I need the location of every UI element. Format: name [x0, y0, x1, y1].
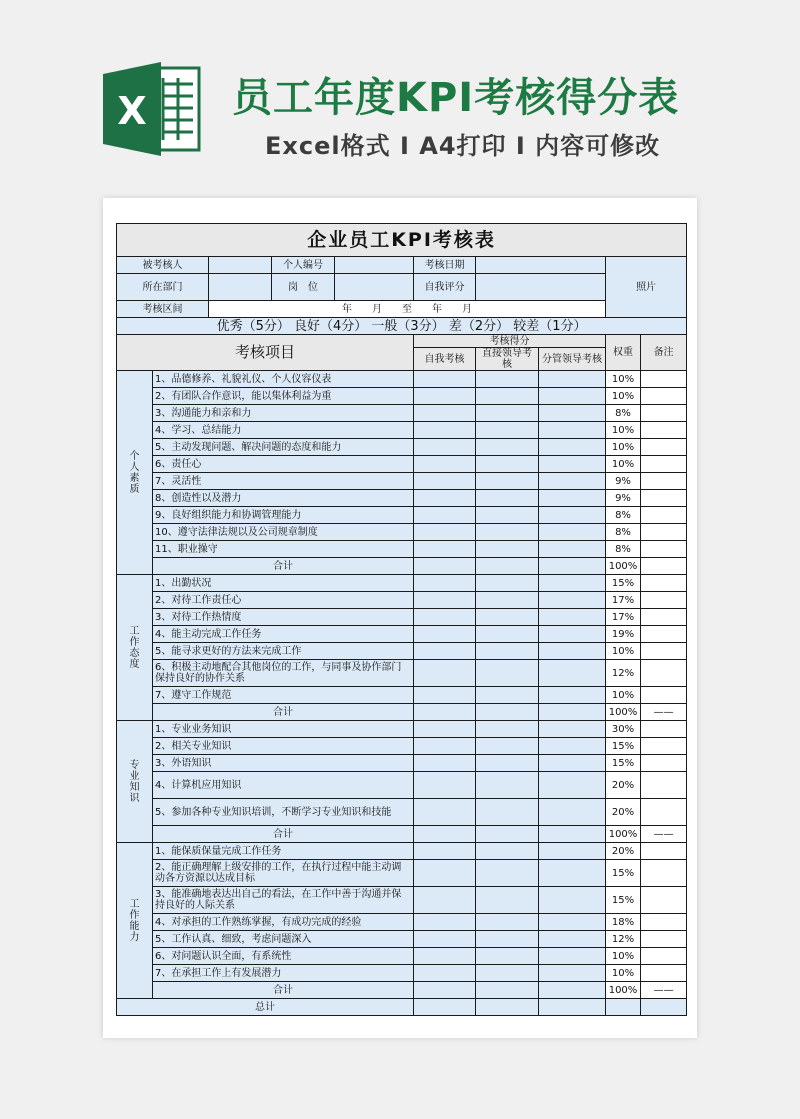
table-row [117, 965, 687, 982]
category-label [117, 575, 153, 721]
direct-score-cell[interactable] [476, 575, 539, 592]
manager-score-cell[interactable] [539, 439, 606, 456]
table-row [117, 931, 687, 948]
weight-cell: 10% [606, 439, 641, 456]
subtotal-label: 合计 [153, 982, 414, 999]
manager-score-cell[interactable] [539, 524, 606, 541]
manager-score-cell[interactable] [539, 473, 606, 490]
manager-score-cell[interactable] [539, 575, 606, 592]
manager-score-cell[interactable] [539, 643, 606, 660]
direct-subtotal-cell[interactable] [476, 704, 539, 721]
category-name: 工作能力 [129, 898, 140, 943]
note-cell[interactable] [641, 643, 687, 660]
self-score-label: 自我评分 [414, 274, 476, 301]
note-cell[interactable] [641, 626, 687, 643]
direct-score-cell[interactable] [476, 860, 539, 887]
manager-score-cell[interactable] [539, 860, 606, 887]
position-field[interactable] [335, 274, 414, 301]
direct-score-cell[interactable] [476, 799, 539, 826]
table-row [117, 860, 687, 887]
total-row [117, 999, 687, 1016]
table-row [117, 473, 687, 490]
item-text: 3、能准确地表达出自己的看法，在工作中善于沟通并保持良好的人际关系 [153, 887, 414, 914]
manager-score-cell[interactable] [539, 738, 606, 755]
manager-score-cell[interactable] [539, 914, 606, 931]
manager-score-cell[interactable] [539, 592, 606, 609]
weight-cell: 10% [606, 422, 641, 439]
table-row [117, 439, 687, 456]
excel-logo-icon [103, 62, 201, 156]
note-cell[interactable] [641, 843, 687, 860]
weight-cell: 19% [606, 626, 641, 643]
weight-cell: 8% [606, 405, 641, 422]
item-text: 5、工作认真、细致，考虑问题深入 [153, 931, 414, 948]
direct-score-cell[interactable] [476, 738, 539, 755]
manager-score-cell[interactable] [539, 371, 606, 388]
score-group-header: 考核得分 [414, 335, 606, 348]
manager-score-cell[interactable] [539, 687, 606, 704]
manager-total-cell[interactable] [539, 999, 606, 1016]
weight-cell: 20% [606, 799, 641, 826]
self-score-cell[interactable] [414, 843, 476, 860]
item-text: 1、出勤状况 [153, 575, 414, 592]
direct-score-cell[interactable] [476, 931, 539, 948]
banner-title: 员工年度KPI考核得分表 [232, 75, 680, 121]
item-text: 5、参加各种专业知识培训，不断学习专业知识和技能 [153, 799, 414, 826]
table-row [117, 626, 687, 643]
weight-cell: 30% [606, 721, 641, 738]
subtotal-note [641, 558, 687, 575]
subtotal-note: —— [641, 704, 687, 721]
item-text: 10、遵守法律法规以及公司规章制度 [153, 524, 414, 541]
table-row [117, 721, 687, 738]
direct-subtotal-cell[interactable] [476, 558, 539, 575]
manager-subtotal-cell[interactable] [539, 704, 606, 721]
note-cell[interactable] [641, 541, 687, 558]
weight-cell: 17% [606, 592, 641, 609]
note-cell[interactable] [641, 439, 687, 456]
subtotal-weight: 100% [606, 826, 641, 843]
note-cell[interactable] [641, 799, 687, 826]
period-label: 考核区间 [117, 301, 209, 318]
note-cell[interactable] [641, 609, 687, 626]
kpi-table [116, 223, 687, 1016]
table-row [117, 755, 687, 772]
item-text: 2、相关专业知识 [153, 738, 414, 755]
category-label [117, 721, 153, 843]
direct-score-cell[interactable] [476, 660, 539, 687]
subtotal-note: —— [641, 982, 687, 999]
note-cell[interactable] [641, 914, 687, 931]
note-cell[interactable] [641, 687, 687, 704]
direct-score-cell[interactable] [476, 843, 539, 860]
direct-score-cell[interactable] [476, 371, 539, 388]
self-score-cell[interactable] [414, 660, 476, 687]
table-row [117, 524, 687, 541]
table-row [117, 660, 687, 687]
dept-label: 所在部门 [117, 274, 209, 301]
item-text: 1、能保质保量完成工作任务 [153, 843, 414, 860]
table-row [117, 405, 687, 422]
item-text: 7、在承担工作上有发展潜力 [153, 965, 414, 982]
note-cell[interactable] [641, 507, 687, 524]
self-total-cell[interactable] [414, 999, 476, 1016]
emp-no-label: 个人编号 [272, 257, 335, 274]
item-text: 6、积极主动地配合其他岗位的工作，与同事及协作部门保持良好的协作关系 [153, 660, 414, 687]
item-text: 5、能寻求更好的方法来完成工作 [153, 643, 414, 660]
note-cell[interactable] [641, 490, 687, 507]
manager-score-cell[interactable] [539, 843, 606, 860]
direct-score-cell[interactable] [476, 948, 539, 965]
note-cell[interactable] [641, 948, 687, 965]
note-cell[interactable] [641, 524, 687, 541]
self-score-cell[interactable] [414, 799, 476, 826]
emp-no-field[interactable] [335, 257, 414, 274]
subtotal-label: 合计 [153, 558, 414, 575]
item-text: 11、职业操守 [153, 541, 414, 558]
direct-score-cell[interactable] [476, 439, 539, 456]
weight-cell: 9% [606, 473, 641, 490]
manager-subtotal-cell[interactable] [539, 982, 606, 999]
item-text: 4、计算机应用知识 [153, 772, 414, 799]
note-cell[interactable] [641, 456, 687, 473]
subtotal-weight: 100% [606, 704, 641, 721]
note-cell[interactable] [641, 931, 687, 948]
direct-score-cell[interactable] [476, 755, 539, 772]
weight-cell: 15% [606, 860, 641, 887]
item-text: 1、品德修养、礼貌礼仪、个人仪容仪表 [153, 371, 414, 388]
note-cell[interactable] [641, 422, 687, 439]
self-score-cell[interactable] [414, 643, 476, 660]
subtotal-label: 合计 [153, 704, 414, 721]
self-score-cell[interactable] [414, 948, 476, 965]
direct-total-cell[interactable] [476, 999, 539, 1016]
category-name: 个人素质 [129, 450, 140, 495]
self-score-cell[interactable] [414, 721, 476, 738]
weight-header: 权重 [606, 335, 641, 371]
weight-cell: 8% [606, 541, 641, 558]
note-cell[interactable] [641, 887, 687, 914]
direct-subtotal-cell[interactable] [476, 826, 539, 843]
manager-score-cell[interactable] [539, 626, 606, 643]
item-text: 9、良好组织能力和协调管理能力 [153, 507, 414, 524]
weight-total-cell[interactable] [606, 999, 641, 1016]
direct-score-cell[interactable] [476, 887, 539, 914]
manager-score-cell[interactable] [539, 541, 606, 558]
self-score-cell[interactable] [414, 860, 476, 887]
weight-cell: 10% [606, 388, 641, 405]
self-score-cell[interactable] [414, 541, 476, 558]
item-text: 6、责任心 [153, 456, 414, 473]
weight-cell: 12% [606, 660, 641, 687]
manager-score-cell[interactable] [539, 887, 606, 914]
item-text: 6、对问题认识全面，有系统性 [153, 948, 414, 965]
note-cell[interactable] [641, 575, 687, 592]
self-score-cell[interactable] [414, 887, 476, 914]
table-row [117, 843, 687, 860]
weight-cell: 17% [606, 609, 641, 626]
manager-score-cell[interactable] [539, 609, 606, 626]
self-assess-header: 自我考核 [414, 348, 476, 371]
note-cell[interactable] [641, 721, 687, 738]
manager-score-cell[interactable] [539, 799, 606, 826]
manager-score-cell[interactable] [539, 660, 606, 687]
photo-box[interactable]: 照片 [606, 257, 687, 318]
manager-score-cell[interactable] [539, 948, 606, 965]
self-score-field[interactable] [476, 274, 606, 301]
manager-score-cell[interactable] [539, 456, 606, 473]
self-subtotal-cell[interactable] [414, 558, 476, 575]
weight-cell: 15% [606, 755, 641, 772]
self-score-cell[interactable] [414, 422, 476, 439]
table-row [117, 371, 687, 388]
total-label: 总计 [117, 999, 414, 1016]
manager-score-cell[interactable] [539, 490, 606, 507]
item-text: 3、沟通能力和亲和力 [153, 405, 414, 422]
weight-cell: 8% [606, 524, 641, 541]
weight-cell: 10% [606, 965, 641, 982]
subtotal-row [117, 704, 687, 721]
table-row [117, 914, 687, 931]
manager-score-cell[interactable] [539, 405, 606, 422]
direct-score-cell[interactable] [476, 473, 539, 490]
weight-cell: 10% [606, 643, 641, 660]
note-cell[interactable] [641, 592, 687, 609]
direct-score-cell[interactable] [476, 541, 539, 558]
item-text: 3、对待工作热情度 [153, 609, 414, 626]
note-cell[interactable] [641, 388, 687, 405]
note-cell[interactable] [641, 660, 687, 687]
banner [0, 0, 800, 195]
self-score-cell[interactable] [414, 507, 476, 524]
table-row [117, 772, 687, 799]
self-subtotal-cell[interactable] [414, 704, 476, 721]
assessee-label: 被考核人 [117, 257, 209, 274]
manager-subtotal-cell[interactable] [539, 826, 606, 843]
sheet-paper [103, 198, 697, 1038]
subtotal-note: —— [641, 826, 687, 843]
manager-score-cell[interactable] [539, 507, 606, 524]
subtotal-label: 合计 [153, 826, 414, 843]
item-text: 2、有团队合作意识，能以集体利益为重 [153, 388, 414, 405]
note-cell[interactable] [641, 371, 687, 388]
direct-score-cell[interactable] [476, 524, 539, 541]
table-row [117, 388, 687, 405]
direct-score-cell[interactable] [476, 507, 539, 524]
direct-score-cell[interactable] [476, 592, 539, 609]
direct-score-cell[interactable] [476, 422, 539, 439]
dept-field[interactable] [209, 274, 272, 301]
direct-score-cell[interactable] [476, 388, 539, 405]
self-score-cell[interactable] [414, 592, 476, 609]
manager-score-cell[interactable] [539, 755, 606, 772]
item-text: 4、对承担的工作熟练掌握，有成功完成的经验 [153, 914, 414, 931]
note-header: 备注 [641, 335, 687, 371]
weight-cell: 15% [606, 738, 641, 755]
note-cell[interactable] [641, 965, 687, 982]
weight-cell: 10% [606, 456, 641, 473]
self-score-cell[interactable] [414, 575, 476, 592]
subtotal-weight: 100% [606, 982, 641, 999]
table-row [117, 948, 687, 965]
direct-score-cell[interactable] [476, 965, 539, 982]
assessee-field[interactable] [209, 257, 272, 274]
direct-score-cell[interactable] [476, 721, 539, 738]
date-label: 考核日期 [414, 257, 476, 274]
period-field[interactable]: 年 月 至 年 月 [209, 301, 606, 318]
manager-score-cell[interactable] [539, 931, 606, 948]
item-header: 考核项目 [117, 335, 414, 371]
self-score-cell[interactable] [414, 439, 476, 456]
subtotal-row [117, 558, 687, 575]
self-score-cell[interactable] [414, 738, 476, 755]
manager-score-cell[interactable] [539, 772, 606, 799]
item-text: 4、学习、总结能力 [153, 422, 414, 439]
item-text: 2、对待工作责任心 [153, 592, 414, 609]
manager-score-cell[interactable] [539, 721, 606, 738]
weight-cell: 15% [606, 887, 641, 914]
table-row [117, 887, 687, 914]
item-text: 5、主动发现问题、解决问题的态度和能力 [153, 439, 414, 456]
self-score-cell[interactable] [414, 626, 476, 643]
table-row [117, 687, 687, 704]
self-score-cell[interactable] [414, 609, 476, 626]
weight-cell: 10% [606, 948, 641, 965]
table-row [117, 738, 687, 755]
direct-score-cell[interactable] [476, 456, 539, 473]
direct-score-cell[interactable] [476, 687, 539, 704]
self-score-cell[interactable] [414, 965, 476, 982]
note-cell[interactable] [641, 738, 687, 755]
note-cell[interactable] [641, 755, 687, 772]
subtotal-row [117, 826, 687, 843]
table-row [117, 422, 687, 439]
table-row [117, 799, 687, 826]
banner-subtitle: Excel格式 I A4打印 I 内容可修改 [265, 132, 661, 160]
note-total-cell[interactable] [641, 999, 687, 1016]
item-text: 8、创造性以及潜力 [153, 490, 414, 507]
manager-header: 分管领导考核 [539, 348, 606, 371]
table-row [117, 456, 687, 473]
self-score-cell[interactable] [414, 405, 476, 422]
self-score-cell[interactable] [414, 931, 476, 948]
weight-cell: 10% [606, 371, 641, 388]
direct-score-cell[interactable] [476, 609, 539, 626]
subtotal-weight: 100% [606, 558, 641, 575]
direct-score-cell[interactable] [476, 405, 539, 422]
self-score-cell[interactable] [414, 456, 476, 473]
self-subtotal-cell[interactable] [414, 982, 476, 999]
weight-cell: 20% [606, 843, 641, 860]
direct-leader-header: 直接领导考核 [476, 348, 539, 371]
position-label: 岗 位 [272, 274, 335, 301]
manager-score-cell[interactable] [539, 965, 606, 982]
item-text: 7、灵活性 [153, 473, 414, 490]
self-score-cell[interactable] [414, 755, 476, 772]
note-cell[interactable] [641, 772, 687, 799]
category-name: 工作态度 [129, 625, 140, 670]
weight-cell: 15% [606, 575, 641, 592]
manager-score-cell[interactable] [539, 422, 606, 439]
subtotal-row [117, 982, 687, 999]
self-score-cell[interactable] [414, 490, 476, 507]
item-text: 4、能主动完成工作任务 [153, 626, 414, 643]
weight-cell: 8% [606, 507, 641, 524]
self-score-cell[interactable] [414, 388, 476, 405]
weight-cell: 18% [606, 914, 641, 931]
item-text: 2、能正确理解上级安排的工作，在执行过程中能主动调动各方资源以达成目标 [153, 860, 414, 887]
weight-cell: 10% [606, 687, 641, 704]
date-field[interactable] [476, 257, 606, 274]
table-row [117, 643, 687, 660]
weight-cell: 20% [606, 772, 641, 799]
item-text: 3、外语知识 [153, 755, 414, 772]
table-row [117, 507, 687, 524]
note-cell[interactable] [641, 473, 687, 490]
self-score-cell[interactable] [414, 914, 476, 931]
self-score-cell[interactable] [414, 687, 476, 704]
manager-subtotal-cell[interactable] [539, 558, 606, 575]
score-scale: 优秀（5分） 良好（4分） 一般（3分） 差（2分） 较差（1分） [117, 318, 687, 335]
direct-score-cell[interactable] [476, 772, 539, 799]
weight-cell: 9% [606, 490, 641, 507]
self-score-cell[interactable] [414, 524, 476, 541]
table-row [117, 490, 687, 507]
direct-score-cell[interactable] [476, 643, 539, 660]
note-cell[interactable] [641, 860, 687, 887]
weight-cell: 12% [606, 931, 641, 948]
direct-score-cell[interactable] [476, 626, 539, 643]
self-score-cell[interactable] [414, 473, 476, 490]
table-row [117, 575, 687, 592]
self-subtotal-cell[interactable] [414, 826, 476, 843]
self-score-cell[interactable] [414, 772, 476, 799]
direct-subtotal-cell[interactable] [476, 982, 539, 999]
logo-letter: X [117, 89, 147, 133]
item-text: 7、遵守工作规范 [153, 687, 414, 704]
table-row [117, 609, 687, 626]
self-score-cell[interactable] [414, 371, 476, 388]
sheet-title: 企业员工KPI考核表 [117, 224, 687, 257]
direct-score-cell[interactable] [476, 914, 539, 931]
manager-score-cell[interactable] [539, 388, 606, 405]
category-label [117, 843, 153, 999]
table-row [117, 541, 687, 558]
category-name: 专业知识 [129, 759, 140, 804]
direct-score-cell[interactable] [476, 490, 539, 507]
category-label [117, 371, 153, 575]
note-cell[interactable] [641, 405, 687, 422]
item-text: 1、专业业务知识 [153, 721, 414, 738]
table-row [117, 592, 687, 609]
